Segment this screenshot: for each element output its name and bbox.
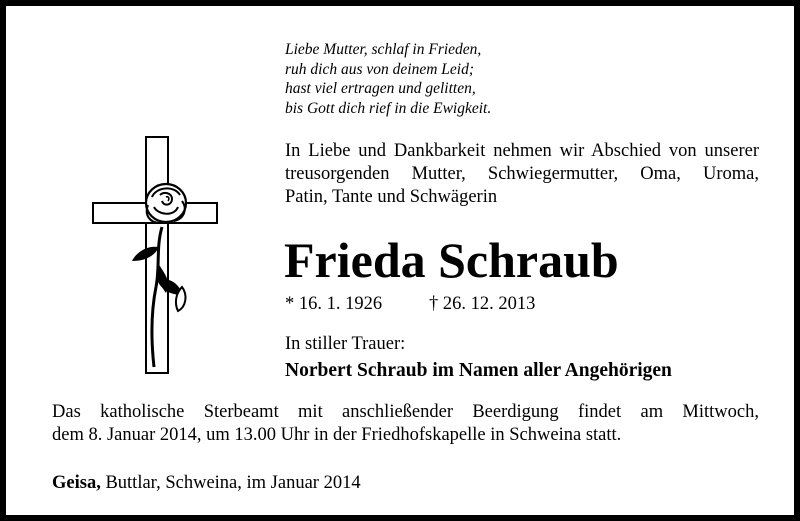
- cross-with-rose-icon: [90, 135, 220, 375]
- poem: [285, 40, 491, 118]
- mourning-label: In stiller Trauer:: [285, 334, 406, 354]
- place-date-line: [52, 472, 361, 494]
- life-dates: [285, 293, 536, 315]
- poem-line: hast viel ertragen und gelitten,: [285, 80, 476, 97]
- poem-line: bis Gott dich rief in die Ewigkeit.: [285, 99, 492, 117]
- intro-line: In Liebe und Dankbarkeit nehmen wir Abschied von unserer: [285, 141, 759, 161]
- funeral-line: dem 8. Januar 2014, um 13.00 Uhr in der Friedhofskapelle in Schweina statt.: [52, 425, 622, 445]
- place-date-rest: Buttlar, Schweina, im Januar 2014: [100, 473, 361, 493]
- poem-line: ruh dich aus von deinem Leid;: [285, 60, 474, 78]
- intro-line: treusorgenden Mutter, Schwiegermutter, Oma, Uroma,: [285, 164, 759, 184]
- funeral-line: Das katholische Sterbeamt mit anschließender Beerdigung findet am Mittwoch,: [52, 402, 759, 422]
- signed-by: Norbert Schraub im Namen aller Angehörigen: [285, 360, 672, 381]
- death-date: † 26. 12. 2013: [429, 294, 536, 314]
- intro-text: [285, 140, 759, 209]
- funeral-info: [52, 401, 759, 447]
- poem-line: Liebe Mutter, schlaf in Frieden,: [285, 41, 482, 58]
- town-name: Geisa,: [52, 473, 101, 493]
- intro-line: Patin, Tante und Schwägerin: [285, 187, 498, 207]
- birth-date: * 16. 1. 1926: [285, 294, 383, 314]
- deceased-name: Frieda Schraub: [284, 232, 619, 288]
